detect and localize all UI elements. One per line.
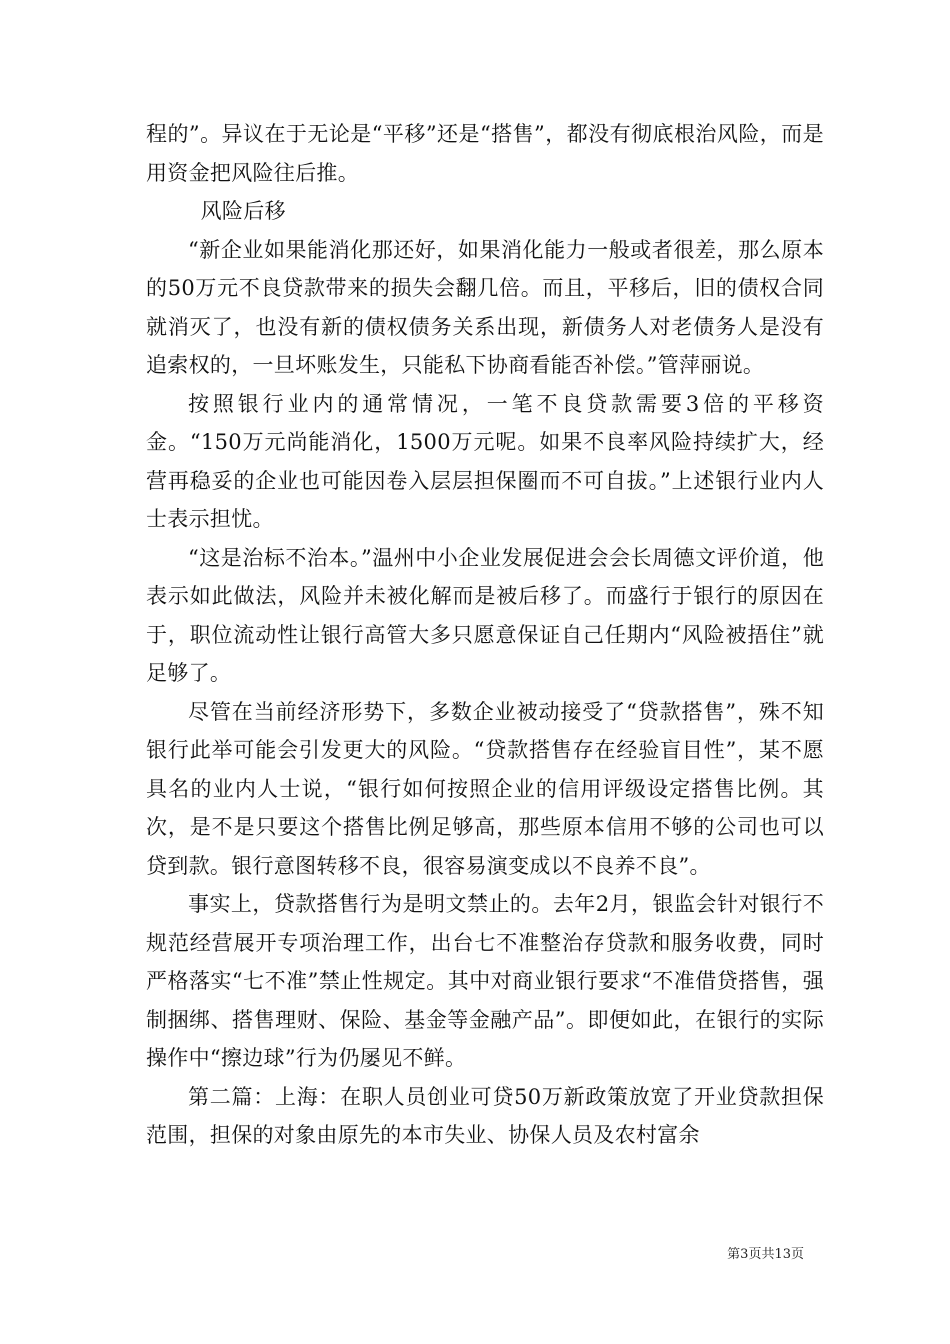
paragraph: 第二篇：上海：在职人员创业可贷50万新政策放宽了开业贷款担保范围，担保的对象由原先的本市失业、协保人员及农村富余 (146, 1084, 824, 1147)
paragraph: 尽管在当前经济形势下，多数企业被动接受了“贷款搭售”，殊不知银行此举可能会引发更大的风险。“贷款搭售存在经验盲目性”，某不愿具名的业内人士说，“银行如何按照企业的信用评级设定搭售比例。其次，是不是只要这个搭售比例足够高，那些原本信用不够的公司也可以贷到款。银行意图转移不良，很容易演变成以不良养不良”。 (146, 699, 824, 878)
paragraph: “新企业如果能消化那还好，如果消化能力一般或者很差，那么原本的50万元不良贷款带来的损失会翻几倍。而且，平移后，旧的债权合同就消灭了，也没有新的债权债务关系出现，新债务人对老债务人是没有追索权的，一旦坏账发生，只能私下协商看能否补偿。”管萍丽说。 (146, 237, 824, 377)
page-number-footer: 第3页共13页 (727, 1247, 804, 1262)
paragraph: “这是治标不治本。”温州中小企业发展促进会会长周德文评价道，他表示如此做法，风险并未被化解而是被后移了。而盛行于银行的原因在于，职位流动性让银行高管大多只愿意保证自己任期内“风险被捂住”就足够了。 (146, 545, 824, 685)
paragraph: 按照银行业内的通常情况，一笔不良贷款需要3倍的平移资金。“150万元尚能消化，1500万元呢。如果不良率风险持续扩大，经营再稳妥的企业也可能因卷入层层担保圈而不可自拔。”上述银行业内人士表示担忧。 (146, 391, 824, 531)
document-body (146, 115, 824, 1155)
section-heading: 风险后移 (200, 199, 286, 223)
paragraph: 事实上，贷款搭售行为是明文禁止的。去年2月，银监会针对银行不规范经营展开专项治理工作，出台七不准整治存贷款和服务收费，同时严格落实“七不准”禁止性规定。其中对商业银行要求“不准借贷搭售，强制捆绑、搭售理财、保险、基金等金融产品”。即便如此，在银行的实际操作中“擦边球”行为仍屡见不鲜。 (146, 892, 824, 1070)
paragraph-continuation: 程的”。异议在于无论是“平移”还是“搭售”，都没有彻底根治风险，而是用资金把风险往后推。 (146, 122, 824, 185)
